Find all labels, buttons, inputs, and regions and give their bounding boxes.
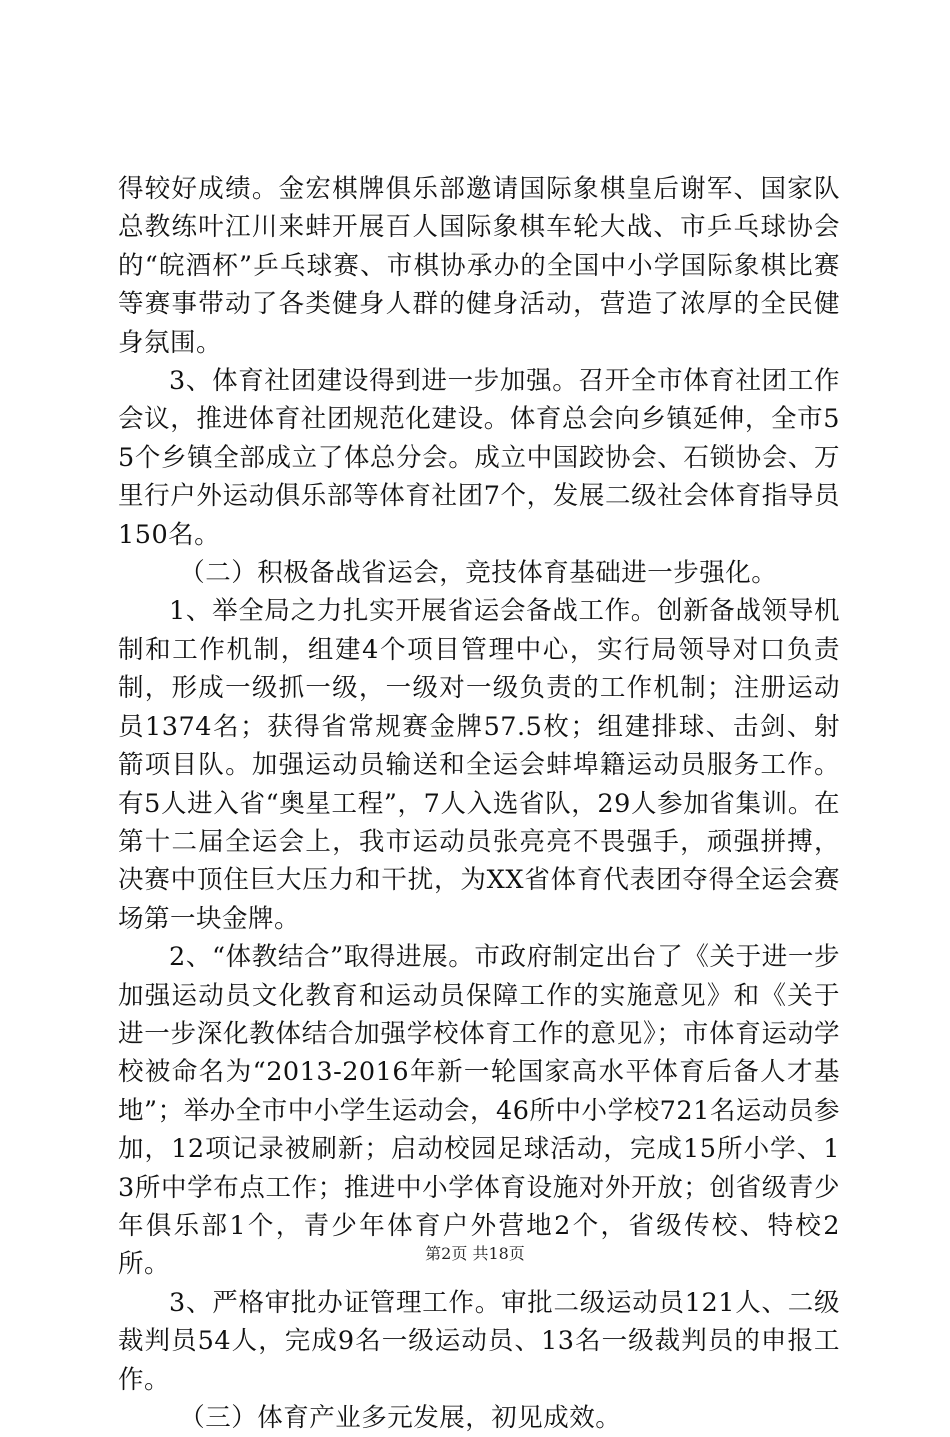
paragraph-fitness-activities: 得较好成绩。金宏棋牌俱乐部邀请国际象棋皇后谢军、国家队总教练叶江川来蚌开展百人国际象棋车轮大战、市乒乓球协会的“皖酒杯”乒乓球赛、市棋协承办的全国中小学国际象棋比赛等赛事带动了各类健身人群的健身活动，营造了浓厚的全民健身氛围。 xyxy=(118,174,840,358)
paragraph-sports-associations: 3、体育社团建设得到进一步加强。召开全市体育社团工作会议，推进体育社团规范化建设。体育总会向乡镇延伸，全市55个乡镇全部成立了体总分会。成立中国跤协会、石锁协会、万里行户外运动俱乐部等体育社团7个，发展二级社会体育指导员150名。 xyxy=(118,366,840,550)
paragraph-provincial-games-preparation: 1、举全局之力扎实开展省运会备战工作。创新备战领导机制和工作机制，组建4个项目管理中心，实行局领导对口负责制，形成一级抓一级，一级对一级负责的工作机制；注册运动员1374名；获得省常规赛金牌57.5枚；组建排球、击剑、射箭项目队。加强运动员输送和全运会蚌埠籍运动员服务工作。有5人进入省“奥星工程”，7人入选省队，29人参加省集训。在第十二届全运会上，我市运动员张亮亮不畏强手，顽强拼搏，决赛中顶住巨大压力和干扰，为XX省体育代表团夺得全运会赛场第一块金牌。 xyxy=(118,596,840,934)
paragraph-sports-education-integration: 2、“体教结合”取得进展。市政府制定出台了《关于进一步加强运动员文化教育和运动员保障工作的实施意见》和《关于进一步深化教体结合加强学校体育工作的意见》；市体育运动学校被命名为“2013-2016年新一轮国家高水平体育后备人才基地”；举办全市中小学生运动会，46所中小学校721名运动员参加，12项记录被刷新；启动校园足球活动，完成15所小学、13所中学布点工作；推进中小学体育设施对外开放；创省级青少年俱乐部1个，青少年体育户外营地2个，省级传校、特校2所。 xyxy=(118,942,840,1280)
page-number-footer: 第2页 共18页 xyxy=(425,1244,525,1263)
paragraph-certification-management: 3、严格审批办证管理工作。审批二级运动员121人、二级裁判员54人，完成9名一级运动员、13名一级裁判员的申报工作。 xyxy=(118,1287,840,1395)
section-heading-competitive-sports: （二）积极备战省运会，竞技体育基础进一步强化。 xyxy=(179,558,778,589)
section-heading-sports-industry: （三）体育产业多元发展，初见成效。 xyxy=(179,1403,622,1433)
